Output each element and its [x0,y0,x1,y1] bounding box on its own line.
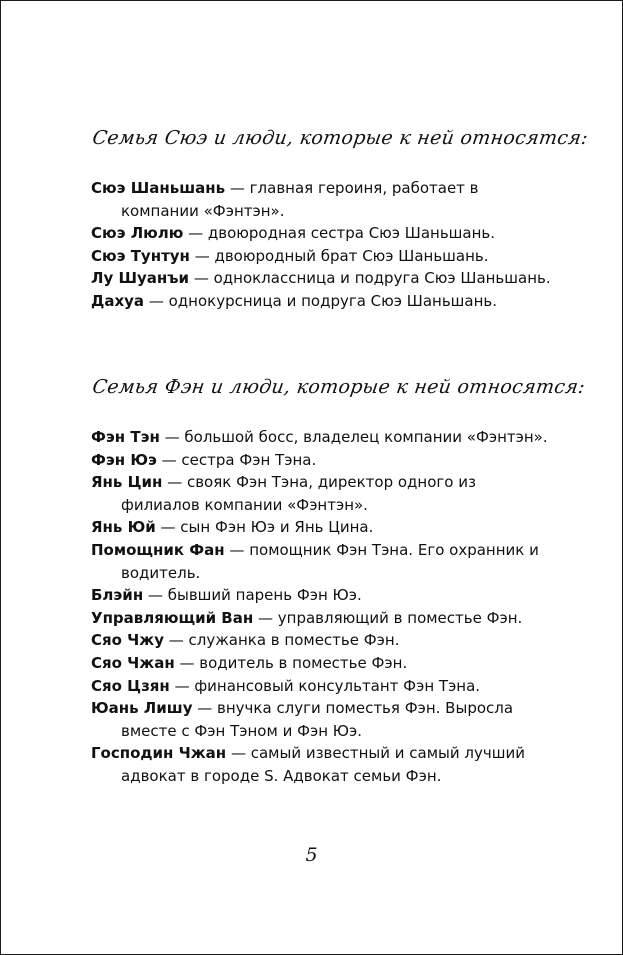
dash-separator: — [253,608,278,627]
character-entry [91,449,551,472]
dash-separator: — [162,473,187,492]
dash-separator: — [156,450,182,469]
character-name: Управляющий Ван [91,608,254,627]
section-heading-xue-family: Семья Сюэ и люди, которые к ней относятся: [91,127,590,149]
dash-separator: — [155,518,181,537]
character-entry [91,245,551,268]
character-name: Юань Лишу [91,699,193,718]
dash-separator: — [159,428,185,446]
character-name: Господин Чжан [91,744,227,763]
section-heading-feng-family: Семья Фэн и люди, которые к ней относятся: [91,376,587,398]
dash-separator: — [144,291,169,310]
character-description: служанка в поместье Фэн. [188,631,400,650]
character-list-feng-family [91,426,551,788]
dash-separator: — [192,699,218,718]
character-name: Помощник Фан [91,540,225,559]
page-number: 5 [305,844,318,866]
character-entry [91,177,551,222]
character-description: сестра Фэн Тэна. [181,450,317,469]
character-name: Фэн Юэ [91,450,157,469]
dash-separator: — [225,179,250,197]
character-description: одноклассница и подруга Сюэ Шаньшань. [213,269,551,288]
character-name: Сюэ Шаньшань [91,179,226,197]
character-entry [91,652,551,675]
character-name: Дахуа [91,291,145,310]
character-name: Янь Юй [91,518,156,537]
character-entry [91,675,551,698]
character-name: Сюэ Люлю [91,224,184,243]
character-name: Сяо Чжу [91,631,164,650]
dash-separator: — [164,631,189,650]
dash-separator: — [183,224,208,243]
character-description: однокурсница и подруга Сюэ Шаньшань. [168,291,497,310]
character-entry [91,426,551,449]
character-name: Фэн Тэн [91,428,160,446]
character-name: Сюэ Тунтун [91,246,190,265]
character-name: Сяо Цзян [91,676,170,695]
character-description: самый известный и самый лучший адвокат в городе S. Адвокат семьи Фэн. [121,744,525,785]
dash-separator: — [169,676,195,695]
dash-separator: — [226,744,251,763]
character-entry [91,267,551,290]
character-name: Блэйн [91,586,144,605]
character-description: помощник Фэн Тэна. Его охранник и водитель. [121,540,539,582]
character-description: главная героиня, работает в компании «Фэнтэн». [121,179,479,220]
character-list-xue-family [91,177,551,313]
character-entry [91,629,551,652]
character-entry [91,584,551,607]
dash-separator: — [143,586,168,605]
character-description: внучка слуги поместья Фэн. Выросла вместе с Фэн Тэном и Фэн Юэ. [121,699,514,740]
character-name: Янь Цин [91,473,163,492]
character-description: двоюродная сестра Сюэ Шаньшань. [207,224,496,243]
character-description: финансовый консультант Фэн Тэна. [194,676,481,695]
character-entry [91,516,551,539]
character-description: свояк Фэн Тэна, директор одного из филиалов компании «Фэнтэн». [121,473,476,514]
character-description: большой босс, владелец компании «Фэнтэн». [184,428,548,446]
character-entry [91,222,551,245]
character-description: сын Фэн Юэ и Янь Цина. [180,518,374,537]
dash-separator: — [224,540,250,559]
character-description: водитель в поместье Фэн. [199,653,408,672]
character-description: управляющий в поместье Фэн. [277,608,523,627]
character-entry [91,607,551,630]
character-entry [91,697,551,742]
character-name: Лу Шуанъи [91,269,190,288]
character-description: бывший парень Фэн Юэ. [167,586,362,605]
character-entry [91,742,551,787]
dash-separator: — [189,246,215,265]
character-entry [91,290,551,313]
character-entry [91,471,551,516]
character-name: Сяо Чжан [91,653,175,672]
character-description: двоюродный брат Сюэ Шаньшань. [214,246,489,265]
dash-separator: — [189,269,214,288]
dash-separator: — [174,653,200,672]
character-entry [91,539,551,584]
